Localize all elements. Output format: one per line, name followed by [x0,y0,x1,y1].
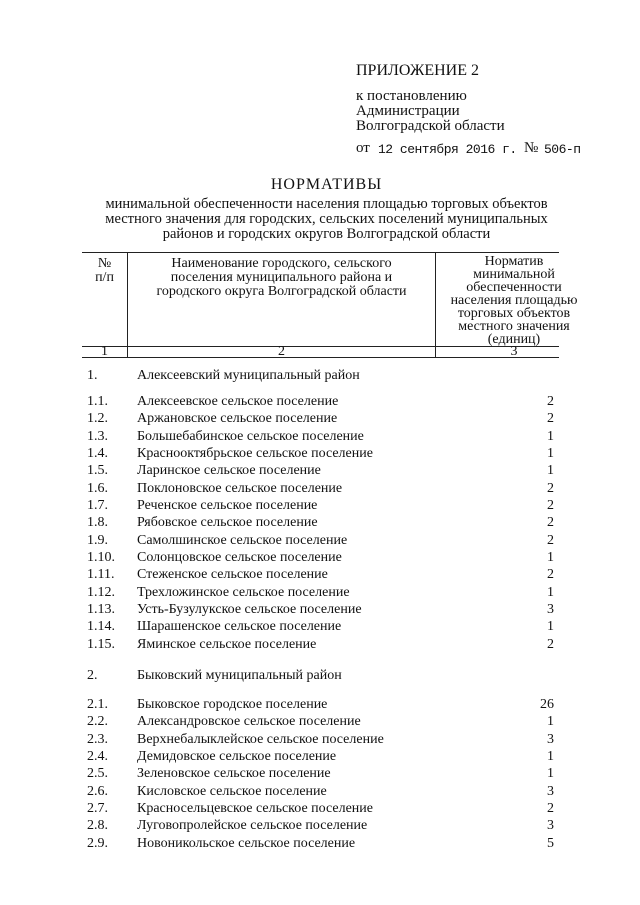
col-number-header-1: № [97,256,112,271]
row-value: 1 [547,749,554,764]
row-name: Большебабинское сельское поселение [137,429,364,444]
row-number: 2.4. [87,749,108,764]
row-number: 2.2. [87,714,108,729]
row-number: 1.8. [87,515,108,530]
col-norm-header-4: населения площадью [450,293,578,308]
table-row [0,532,640,549]
table-row [0,817,640,834]
table-row [0,601,640,618]
row-value: 2 [547,481,554,496]
row-value: 1 [547,446,554,461]
table-row [0,713,640,730]
row-value: 2 [547,498,554,513]
row-value: 1 [547,766,554,781]
row-name: Новоникольское сельское поселение [137,836,356,851]
row-name: Яминское сельское поселение [137,637,317,652]
table-row [0,410,640,427]
row-number: 1.10. [87,550,115,565]
table-row [0,636,640,653]
row-value: 1 [547,714,554,729]
decree-line-3: Волгоградской области [356,118,505,134]
row-number: 1.13. [87,602,115,617]
row-value: 2 [547,515,554,530]
col-norm-header-7: (единиц) [487,332,541,347]
table-row [0,748,640,765]
row-name: Трехложинское сельское поселение [137,585,350,600]
table-row [0,480,640,497]
row-name: Аржановское сельское поселение [137,411,338,426]
row-name: Быковское городское поселение [137,697,328,712]
group-number: 1. [87,368,98,383]
row-number: 1.1. [87,394,108,409]
row-value: 1 [547,429,554,444]
table-row [0,462,640,479]
row-number: 1.12. [87,585,115,600]
table-row [0,835,640,852]
row-number: 1.6. [87,481,108,496]
row-number: 1.9. [87,533,108,548]
row-number: 2.9. [87,836,108,851]
row-value: 3 [547,818,554,833]
col-norm-header-6: местного значения [458,319,570,334]
table-row [0,765,640,782]
table-row [0,393,640,410]
row-name: Зеленовское сельское поселение [137,766,331,781]
row-name: Демидовское сельское поселение [137,749,337,764]
row-number: 2.7. [87,801,108,816]
col-number-header-2: п/п [95,270,114,285]
row-number: 2.6. [87,784,108,799]
table-top-border [82,252,559,253]
row-number: 1.11. [87,567,115,582]
row-name: Реченское сельское поселение [137,498,318,513]
row-name: Александровское сельское поселение [137,714,361,729]
col-name-header-2: поселения муниципального района и [170,270,393,285]
decree-line-1: к постановлению [356,88,467,104]
row-number: 2.1. [87,697,108,712]
table-row [0,584,640,601]
row-number: 2.8. [87,818,108,833]
row-value: 3 [547,602,554,617]
row-number: 2.3. [87,732,108,747]
row-number: 1.3. [87,429,108,444]
row-name: Шарашенское сельское поселение [137,619,342,634]
col-index-3: 3 [510,344,518,359]
group-name: Быковский муниципальный район [137,668,342,683]
row-value: 2 [547,567,554,582]
document-title: НОРМАТИВЫ [270,176,383,193]
row-number: 1.5. [87,463,108,478]
table-row [0,618,640,635]
row-name: Поклоновское сельское поселение [137,481,343,496]
row-name: Самолшинское сельское поселение [137,533,348,548]
row-value: 26 [540,697,554,712]
group-number: 2. [87,668,98,683]
row-number: 1.4. [87,446,108,461]
row-name: Усть-Бузулукское сельское поселение [137,602,362,617]
group-name: Алексеевский муниципальный район [137,368,360,383]
row-number: 1.14. [87,619,115,634]
row-value: 5 [547,836,554,851]
table-row [0,549,640,566]
row-value: 2 [547,411,554,426]
row-name: Верхнебалыклейское сельское поселение [137,732,384,747]
row-number: 2.5. [87,766,108,781]
row-value: 3 [547,784,554,799]
subtitle-line-3: районов и городских округов Волгоградской области [162,226,491,242]
row-value: 3 [547,732,554,747]
row-value: 1 [547,463,554,478]
row-value: 2 [547,394,554,409]
row-name: Алексеевское сельское поселение [137,394,339,409]
row-name: Рябовское сельское поселение [137,515,318,530]
col-norm-header-3: обеспеченности [466,280,562,295]
table-row [0,514,640,531]
col-norm-header-1: Норматив [484,254,544,269]
row-name: Кисловское сельское поселение [137,784,327,799]
subtitle-line-2: местного значения для городских, сельских поселений муниципальных [105,211,548,227]
col-norm-header-5: торговых объектов [457,306,571,321]
row-name: Солонцовское сельское поселение [137,550,342,565]
row-name: Луговопролейское сельское поселение [137,818,368,833]
decree-date: 12 сентября 2016 г. [378,142,517,157]
table-row [0,696,640,713]
number-label: № [524,140,539,156]
row-number: 1.7. [87,498,108,513]
row-value: 2 [547,801,554,816]
row-value: 1 [547,585,554,600]
table-row [0,428,640,445]
table-row [0,566,640,583]
table-row [0,497,640,514]
col-index-1: 1 [101,344,108,359]
row-number: 1.15. [87,637,115,652]
table-row [0,731,640,748]
row-name: Стеженское сельское поселение [137,567,328,582]
decree-line-2: Администрации [356,103,460,119]
col-norm-header-2: минимальной [473,267,555,282]
row-value: 2 [547,533,554,548]
row-number: 1.2. [87,411,108,426]
row-name: Краснооктябрьское сельское поселение [137,446,373,461]
appendix-title: ПРИЛОЖЕНИЕ 2 [356,62,480,79]
row-value: 2 [547,637,554,652]
col-name-header-3: городского округа Волгоградской области [156,284,407,299]
date-label: от [356,140,370,156]
table-row [0,783,640,800]
col-name-header-1: Наименование городского, сельского [171,256,392,271]
table-row [0,445,640,462]
row-value: 1 [547,550,554,565]
table-row [0,800,640,817]
row-value: 1 [547,619,554,634]
row-name: Красносельцевское сельское поселение [137,801,373,816]
decree-number: 506-п [544,142,581,157]
row-name: Ларинское сельское поселение [137,463,321,478]
col-index-2: 2 [278,344,285,359]
subtitle-line-1: минимальной обеспеченности населения площадью торговых объектов [105,196,548,212]
